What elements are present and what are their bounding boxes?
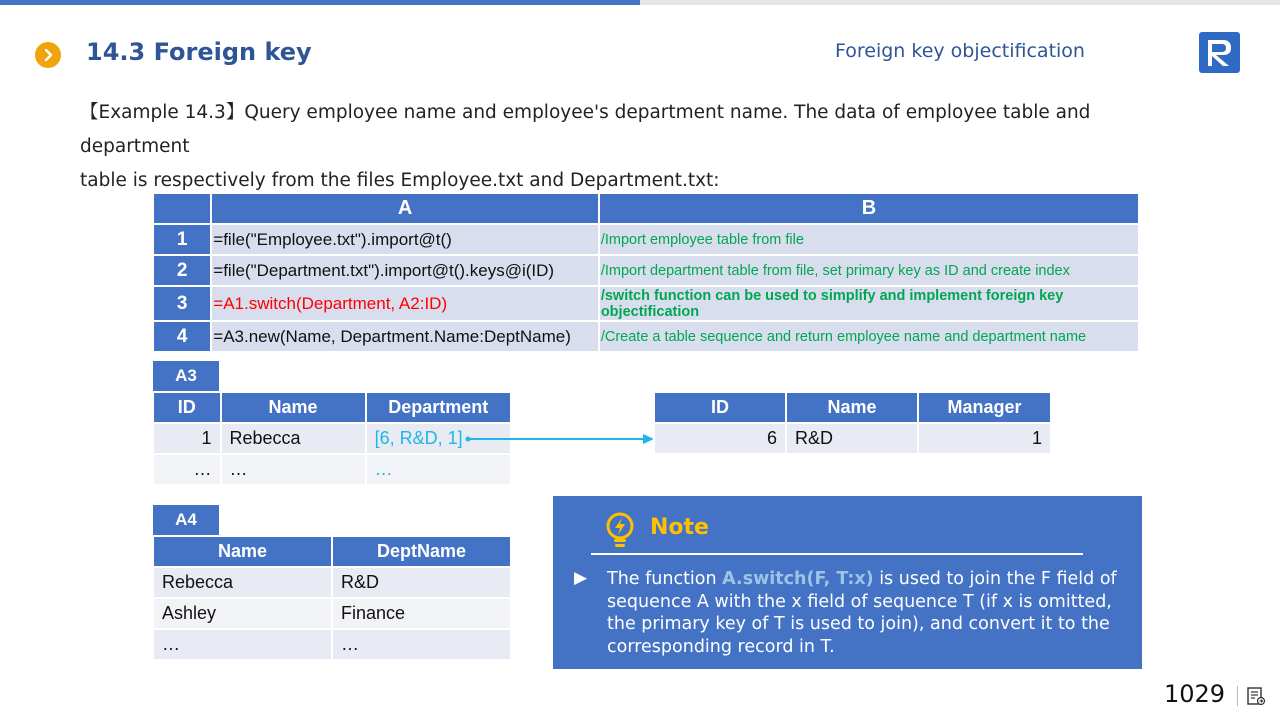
column-header-b: B xyxy=(599,193,1139,224)
table-cell: Rebecca xyxy=(221,423,366,454)
raqsoft-logo xyxy=(1199,32,1240,73)
corner-cell xyxy=(153,193,211,224)
link-arrow-icon xyxy=(465,430,655,450)
table-cell: Finance xyxy=(332,598,511,629)
page-title: 14.3 Foreign key xyxy=(86,38,312,66)
a4-result-table xyxy=(152,535,512,661)
chevron-right-icon xyxy=(35,42,61,68)
code-row xyxy=(153,255,1139,286)
note-text xyxy=(607,568,1127,658)
cell-a1[interactable]: =file("Employee.txt").import@t() xyxy=(211,224,599,255)
column-header: DeptName xyxy=(332,536,511,567)
table-row xyxy=(153,629,511,660)
table-row xyxy=(153,454,511,485)
cell-b3[interactable]: /switch function can be used to simplify and implement foreign key objectification xyxy=(599,286,1139,321)
top-progress-track xyxy=(640,0,1280,5)
table-cell: … xyxy=(332,629,511,660)
column-header-a: A xyxy=(211,193,599,224)
table-cell: … xyxy=(153,454,221,485)
row-number: 2 xyxy=(153,255,211,286)
slide-notes-icon[interactable] xyxy=(1246,686,1266,706)
table-cell: … xyxy=(153,629,332,660)
note-divider xyxy=(591,553,1083,555)
table-cell: … xyxy=(221,454,366,485)
intro-line-2: table is respectively from the files Employee.txt and Department.txt: xyxy=(80,170,720,191)
table-cell: 1 xyxy=(153,423,221,454)
code-row xyxy=(153,321,1139,352)
table-cell: 6 xyxy=(654,423,786,454)
column-header: ID xyxy=(654,392,786,423)
column-header: Name xyxy=(786,392,918,423)
row-number: 4 xyxy=(153,321,211,352)
table-cell: 1 xyxy=(918,423,1051,454)
footer-divider xyxy=(1237,686,1238,706)
note-title: Note xyxy=(650,515,709,540)
table-row xyxy=(153,423,511,454)
row-number: 3 xyxy=(153,286,211,321)
cell-a2[interactable]: =file("Department.txt").import@t().keys@i(ID) xyxy=(211,255,599,286)
table-row xyxy=(153,598,511,629)
column-header: Department xyxy=(366,392,511,423)
row-number: 1 xyxy=(153,224,211,255)
code-row xyxy=(153,224,1139,255)
table-cell: R&D xyxy=(786,423,918,454)
a3-label: A3 xyxy=(153,361,219,391)
triangle-bullet-icon: ▶ xyxy=(574,568,588,588)
cell-a3[interactable]: =A1.switch(Department, A2:ID) xyxy=(211,286,599,321)
cell-b1[interactable]: /Import employee table from file xyxy=(599,224,1139,255)
intro-line-1: 【Example 14.3】Query employee name and employee's department name. The data of employee table and department xyxy=(80,102,1091,157)
note-text-after: is used to join the F field of sequence A with the x field of sequence T (if x is omitted, the primary key of T is used to join), and convert it to the corresponding record in T. xyxy=(607,569,1117,657)
table-row xyxy=(153,567,511,598)
page-number: 1029 xyxy=(1164,680,1226,708)
a4-label: A4 xyxy=(153,505,219,535)
note-function-name: A.switch(F, T:x) xyxy=(722,569,874,589)
note-text-before: The function xyxy=(607,569,723,589)
column-header: Name xyxy=(153,536,332,567)
cell-b4[interactable]: /Create a table sequence and return employee name and department name xyxy=(599,321,1139,352)
department-table xyxy=(653,391,1052,455)
column-header: Manager xyxy=(918,392,1051,423)
a3-result-table xyxy=(152,391,512,486)
table-cell: … xyxy=(366,454,511,485)
table-cell: Ashley xyxy=(153,598,332,629)
table-cell: Rebecca xyxy=(153,567,332,598)
department-record-link[interactable]: [6, R&D, 1] xyxy=(366,423,511,454)
column-header: ID xyxy=(153,392,221,423)
table-cell: R&D xyxy=(332,567,511,598)
column-header: Name xyxy=(221,392,366,423)
cell-b2[interactable]: /Import department table from file, set primary key as ID and create index xyxy=(599,255,1139,286)
table-row xyxy=(654,423,1051,454)
code-table xyxy=(152,192,1140,353)
section-subtitle: Foreign key objectification xyxy=(835,40,1085,62)
lightbulb-icon xyxy=(603,511,637,551)
example-description xyxy=(80,96,1190,198)
cell-a4[interactable]: =A3.new(Name, Department.Name:DeptName) xyxy=(211,321,599,352)
top-progress-bar xyxy=(0,0,640,5)
code-row xyxy=(153,286,1139,321)
